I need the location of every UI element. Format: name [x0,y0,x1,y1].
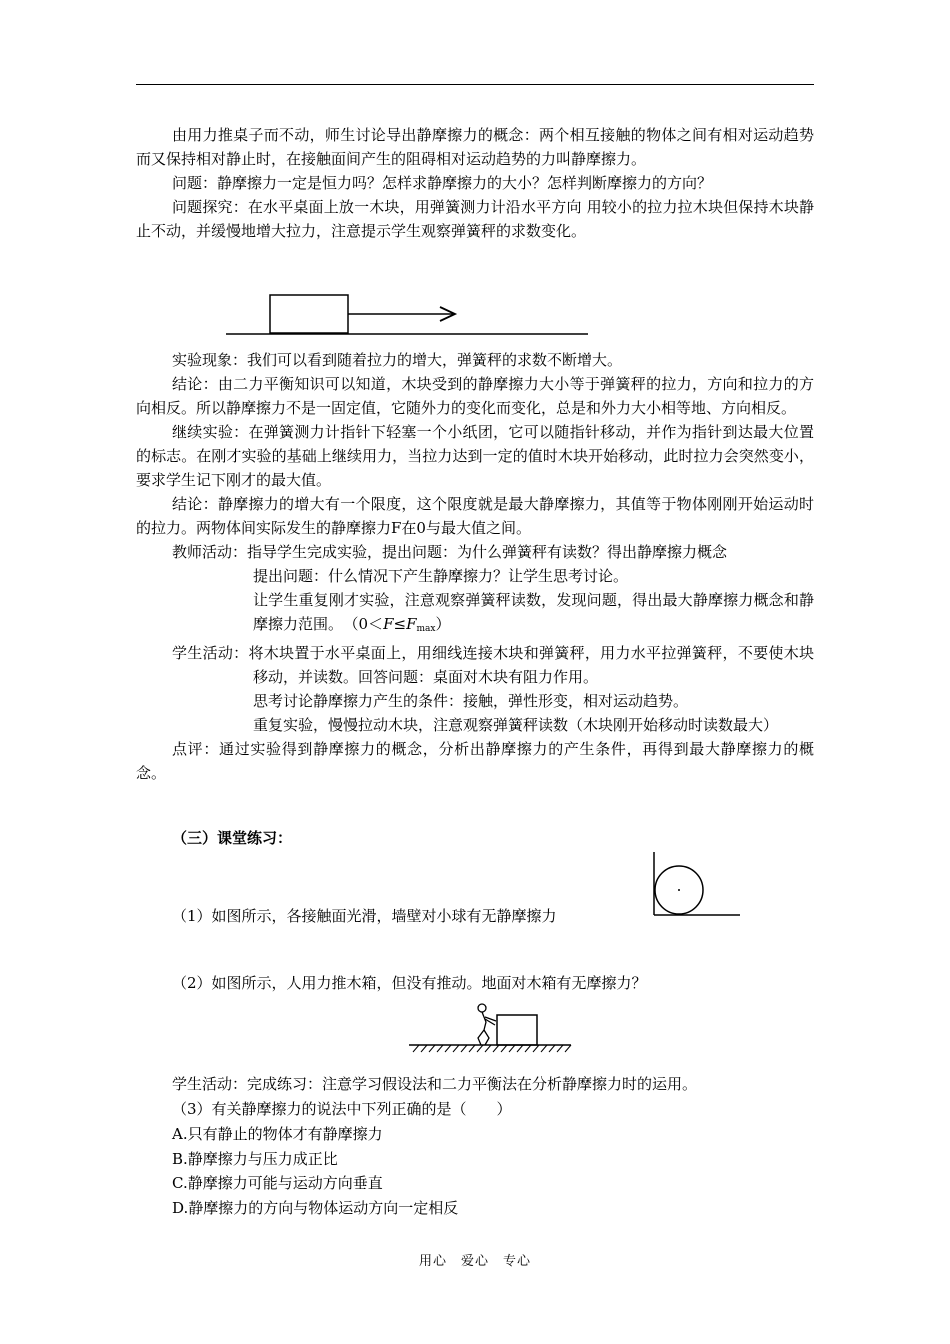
student-line-2: 思考讨论静摩擦力产生的条件：接触，弹性形变，相对运动趋势。 [253,692,689,710]
teacher-line-3-text: 让学生重复刚才实验，注意观察弹簧秤读数，发现问题，得出最大静摩擦力概念和静摩擦力范围。 [253,591,814,633]
student-activity-2: 学生活动：完成练习：注意学习假设法和二力平衡法在分析静摩擦力时的运用。 [172,1075,698,1093]
ground-hatching [413,1045,571,1052]
student-activity [172,641,814,689]
question-1: （1）如图所示，各接触面光滑，墙壁对小球有无静摩擦力 [172,907,557,925]
wooden-block [270,295,348,333]
teacher-label: 教师活动： [172,543,248,561]
comment-paragraph: 点评：通过实验得到静摩擦力的概念，分析出静摩擦力的产生条件，再得到最大静摩擦力的概念。 [136,740,814,782]
wooden-box [497,1015,537,1045]
teacher-line-1: 指导学生完成实验，提出问题：为什么弹簧秤有读数？得出静摩擦力概念 [247,543,728,561]
question-paragraph: 问题：静摩擦力一定是恒力吗？怎样求静摩擦力的大小？怎样判断摩擦力的方向？ [172,174,713,192]
phenomenon-paragraph: 实验现象：我们可以看到随着拉力的增大，弹簧秤的求数不断增大。 [172,351,623,369]
block-pull-diagram [224,290,594,340]
ball-in-corner-diagram [650,850,745,920]
option-c: C.静摩擦力可能与运动方向垂直 [172,1174,383,1192]
continue-experiment-paragraph: 继续实验：在弹簧测力计指针下轻塞一个小纸团，它可以随指针移动，并作为指针到达最大位置的标志。在刚才实验的基础上继续用力，当拉力达到一定的值时木块开始移动，此时拉力会突然变小，要求学生记下刚才的最大值。 [136,423,814,489]
intro-paragraph: 由用力推桌子而不动，师生讨论导出静摩擦力的概念：两个相互接触的物体之间有相对运动趋势而又保持相对静止时，在接触面间产生的阻碍相对运动趋势的力叫静摩擦力。 [136,126,814,168]
ball-center-dot [678,889,680,891]
conclusion-paragraph-2: 结论：静摩擦力的增大有一个限度，这个限度就是最大静摩擦力，其值等于物体刚刚开始运动时的拉力。两物体间实际发生的静摩擦力F在0与最大值之间。 [136,495,814,537]
person-pushing-box-diagram [405,1000,575,1056]
question-3: （3）有关静摩擦力的说法中下列正确的是（ ） [172,1100,512,1118]
intro-section [136,123,814,243]
section-title: （三）课堂练习： [172,829,293,847]
pushing-person [478,1004,496,1045]
experiment-section [136,348,814,785]
teacher-activity [172,540,814,564]
header-rule [136,84,814,85]
option-b: B.静摩擦力与压力成正比 [172,1150,338,1168]
conclusion-paragraph-1: 结论：由二力平衡知识可以知道，木块受到的静摩擦力大小等于弹簧秤的拉力，方向和拉力的方向相反。所以静摩擦力不是一固定值，它随外力的变化而变化，总是和外力大小相等地、方向相反。 [136,375,814,417]
option-a: A.只有静止的物体才有静摩擦力 [172,1125,383,1143]
option-d: D.静摩擦力的方向与物体运动方向一定相反 [172,1199,459,1217]
student-line-3: 重复实验，慢慢拉动木块，注意观察弹簧秤读数（木块刚开始移动时读数最大） [253,716,779,734]
student-label: 学生活动： [172,644,249,662]
teacher-line-2: 提出问题：什么情况下产生静摩擦力？让学生思考讨论。 [253,567,629,585]
teacher-line-3 [136,588,814,641]
friction-range: （0＜F≤Fmax） [351,615,451,634]
question-2: （2）如图所示，人用力推木箱，但没有推动。地面对木箱有无摩擦力？ [172,974,647,992]
inquiry-paragraph: 问题探究：在水平桌面上放一木块，用弹簧测力计沿水平方向 用较小的拉力拉木块但保持木块静止不动，并缓慢地增大拉力，注意提示学生观察弹簧秤的求数变化。 [136,198,814,240]
page-footer: 用心 爱心 专心 [418,1254,531,1269]
student-line-1: 将木块置于水平桌面上，用细线连接木块和弹簧秤，用力水平拉弹簧秤，不要使木块移动，并读数。回答问题：桌面对木块有阻力作用。 [248,644,814,686]
